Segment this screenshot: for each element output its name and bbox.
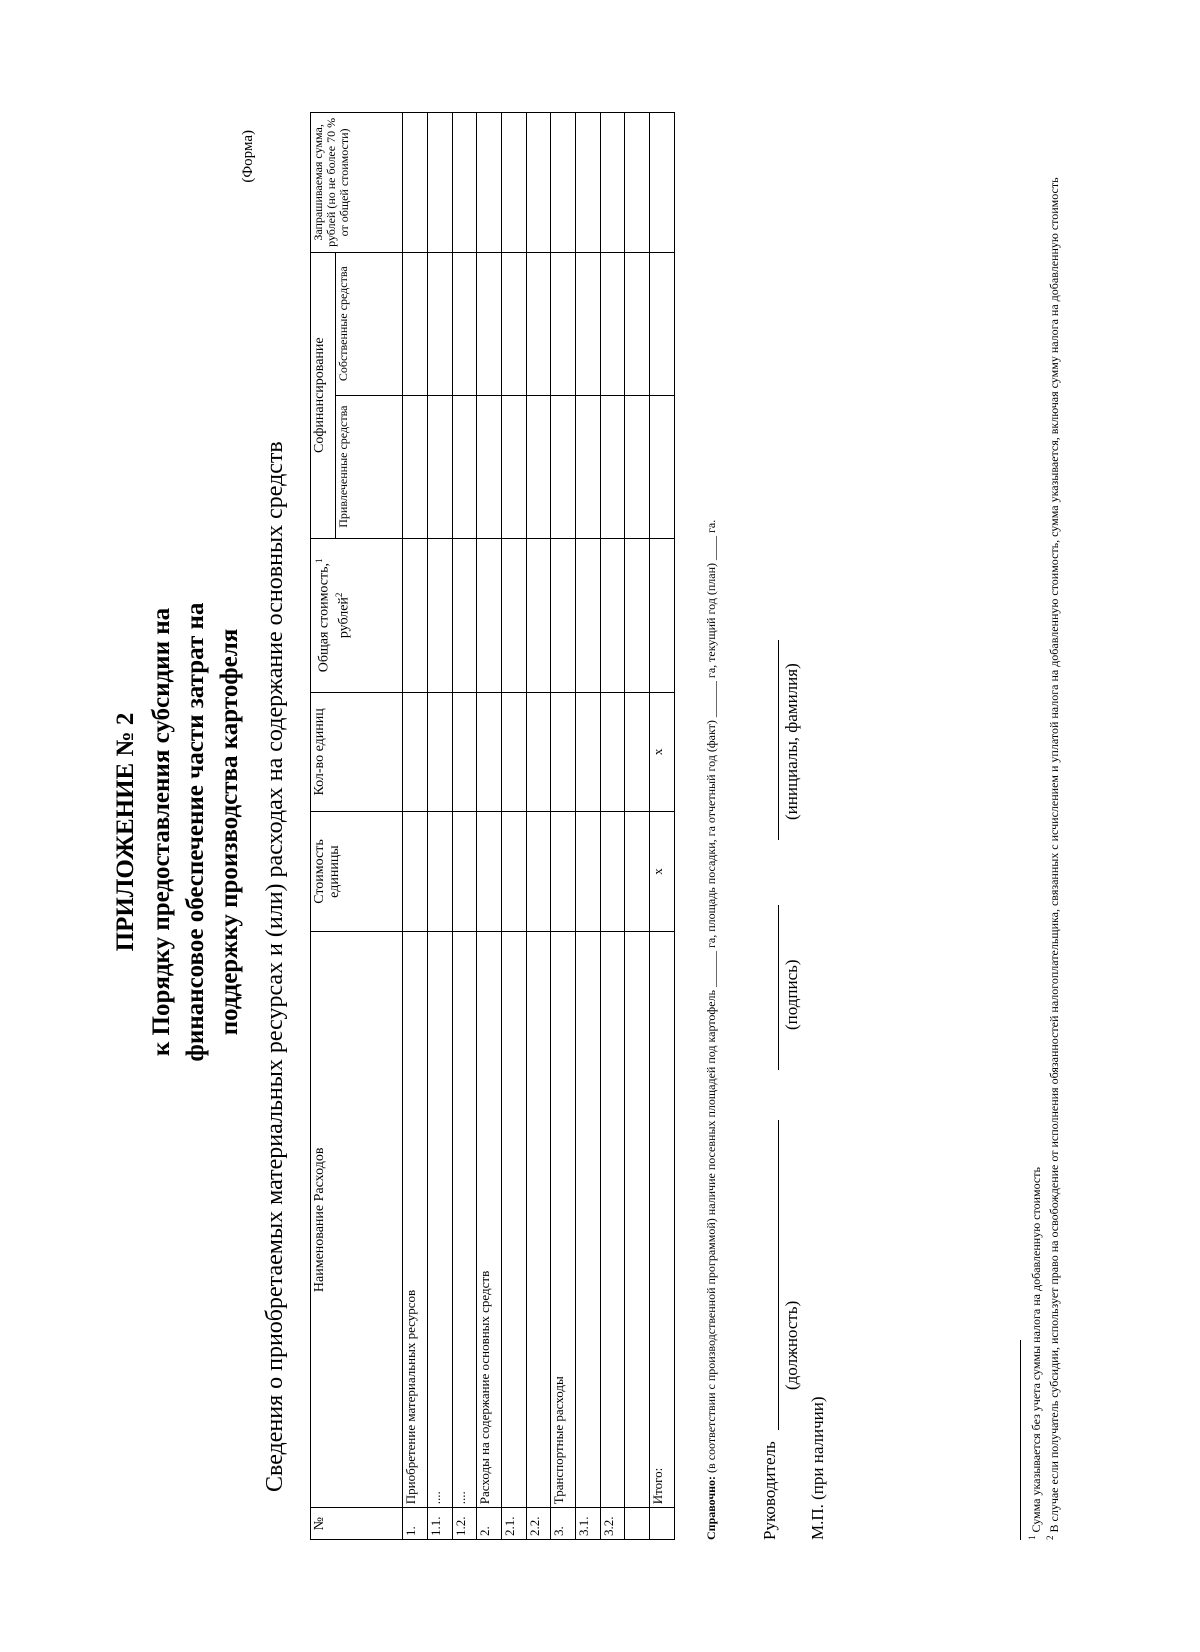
row-num: 3.1. bbox=[576, 1508, 601, 1540]
stamp-caption: М.П. (при наличии) bbox=[808, 1396, 827, 1540]
row-name bbox=[600, 932, 625, 1508]
row-attracted bbox=[403, 395, 428, 538]
row-total bbox=[650, 538, 675, 693]
row-unit-cost bbox=[625, 811, 650, 932]
table-row bbox=[600, 113, 625, 1540]
row-total bbox=[403, 538, 428, 693]
header-attracted: Привлеченные средства bbox=[335, 395, 402, 538]
row-qty bbox=[526, 693, 551, 812]
row-total bbox=[477, 538, 502, 693]
row-own bbox=[427, 252, 452, 395]
row-requested bbox=[650, 113, 675, 253]
header-total: Общая стоимость,$^1$ рублей$^2$ bbox=[311, 538, 403, 693]
position-line bbox=[778, 1120, 779, 1430]
signature-block bbox=[760, 640, 860, 1540]
row-attracted bbox=[576, 395, 601, 538]
table-row bbox=[452, 113, 477, 1540]
row-unit-cost: х bbox=[650, 811, 675, 932]
row-num: 2.1. bbox=[501, 1508, 526, 1540]
row-name bbox=[625, 932, 650, 1508]
row-unit-cost bbox=[403, 811, 428, 932]
position-caption: (должность) bbox=[782, 1300, 801, 1390]
row-name bbox=[526, 932, 551, 1508]
row-num: 3. bbox=[551, 1508, 576, 1540]
row-total bbox=[600, 538, 625, 693]
footnote-2: $^2$ В случае если получатель субсидии, использует право на освобождение от исполнения обязанностей налогоплательщика, связанных с исчислением и уплатой налога на добавленную стоимость, сумма указывается, включая сумму налога на добавленную стоимость bbox=[1045, 177, 1061, 1540]
row-unit-cost bbox=[526, 811, 551, 932]
name-line bbox=[778, 640, 779, 840]
footnote-rule bbox=[1020, 1340, 1021, 1540]
header-num: № bbox=[311, 1508, 403, 1540]
row-own bbox=[403, 252, 428, 395]
row-requested bbox=[625, 113, 650, 253]
row-total bbox=[526, 538, 551, 693]
footnote-2-text: В случае если получатель субсидии, использует право на освобождение от исполнения обязанностей налогоплательщика, связанных с исчислением и уплатой налога на добавленную стоимость, сумма указывается, включая сумму налога на добавленную стоимость bbox=[1047, 177, 1061, 1533]
row-qty bbox=[477, 693, 502, 812]
row-num: 3.2. bbox=[600, 1508, 625, 1540]
table-row bbox=[477, 113, 502, 1540]
row-requested bbox=[403, 113, 428, 253]
row-attracted bbox=[526, 395, 551, 538]
row-own bbox=[501, 252, 526, 395]
appendix-title: ПРИЛОЖЕНИЕ № 2 bbox=[112, 712, 139, 952]
signature-caption: (подпись) bbox=[782, 959, 801, 1030]
row-own bbox=[452, 252, 477, 395]
row-requested bbox=[576, 113, 601, 253]
row-own bbox=[526, 252, 551, 395]
appendix-subtitle-line1: к Порядку предоставления субсидии на bbox=[148, 607, 175, 1057]
row-name: Приобретение материальных ресурсов bbox=[403, 932, 428, 1508]
row-own bbox=[625, 252, 650, 395]
row-requested bbox=[526, 113, 551, 253]
header-unit-cost: Стоимость единицы bbox=[311, 811, 403, 932]
row-unit-cost bbox=[501, 811, 526, 932]
row-attracted bbox=[625, 395, 650, 538]
row-num: 1.2. bbox=[452, 1508, 477, 1540]
row-total bbox=[452, 538, 477, 693]
row-qty bbox=[576, 693, 601, 812]
row-qty bbox=[600, 693, 625, 812]
appendix-subtitle-line2: финансовое обеспечение части затрат на bbox=[182, 602, 209, 1062]
row-num: 2. bbox=[477, 1508, 502, 1540]
reference-note-label: Справочно: bbox=[704, 1475, 718, 1540]
name-caption: (инициалы, фамилия) bbox=[782, 663, 801, 820]
row-total bbox=[501, 538, 526, 693]
header-requested: Запрашиваемая сумма, рублей (но не более 70 % от общей стоимости) bbox=[311, 113, 403, 253]
row-qty bbox=[625, 693, 650, 812]
signature-line bbox=[778, 905, 779, 1070]
row-num: 1.1. bbox=[427, 1508, 452, 1540]
row-attracted bbox=[650, 395, 675, 538]
row-attracted bbox=[501, 395, 526, 538]
row-unit-cost bbox=[576, 811, 601, 932]
form-label: (Форма) bbox=[240, 130, 256, 183]
row-name: .... bbox=[427, 932, 452, 1508]
row-requested bbox=[427, 113, 452, 253]
row-num: 2.2. bbox=[526, 1508, 551, 1540]
header-total-unit: рублей bbox=[336, 597, 352, 639]
header-name: Наименование Расходов bbox=[311, 932, 403, 1508]
row-attracted bbox=[477, 395, 502, 538]
row-name: Итого: bbox=[650, 932, 675, 1508]
row-name: Расходы на содержание основных средств bbox=[477, 932, 502, 1508]
table-row bbox=[427, 113, 452, 1540]
reference-note bbox=[704, 80, 719, 1540]
reference-note-text: (в соответствии с производственной программой) наличие посевных площадей под картофель ______ га, площадь посадки, га отчетный год (факт) ______ га, текущий год (план) ____ га. bbox=[704, 519, 718, 1473]
row-qty bbox=[427, 693, 452, 812]
header-qty: Кол-во единиц bbox=[311, 693, 403, 812]
row-requested bbox=[452, 113, 477, 253]
row-attracted bbox=[600, 395, 625, 538]
expenses-table bbox=[310, 112, 675, 1540]
row-total bbox=[576, 538, 601, 693]
row-requested bbox=[501, 113, 526, 253]
row-total bbox=[625, 538, 650, 693]
header-own: Собственные средства bbox=[335, 252, 402, 395]
row-name bbox=[501, 932, 526, 1508]
row-own bbox=[576, 252, 601, 395]
row-requested bbox=[551, 113, 576, 253]
row-unit-cost bbox=[600, 811, 625, 932]
row-total bbox=[551, 538, 576, 693]
row-qty bbox=[551, 693, 576, 812]
table-row bbox=[551, 113, 576, 1540]
form-heading: Сведения о приобретаемых материальных ресурсах и (или) расходах на содержание основных средств bbox=[262, 441, 288, 1492]
row-name bbox=[576, 932, 601, 1508]
row-unit-cost bbox=[427, 811, 452, 932]
row-qty bbox=[501, 693, 526, 812]
table-row bbox=[526, 113, 551, 1540]
row-unit-cost bbox=[551, 811, 576, 932]
table-row bbox=[576, 113, 601, 1540]
row-requested bbox=[600, 113, 625, 253]
row-num bbox=[650, 1508, 675, 1540]
row-qty: х bbox=[650, 693, 675, 812]
row-attracted bbox=[551, 395, 576, 538]
table-row bbox=[501, 113, 526, 1540]
row-qty bbox=[452, 693, 477, 812]
row-qty bbox=[403, 693, 428, 812]
row-own bbox=[650, 252, 675, 395]
footnotes bbox=[1025, 60, 1061, 1540]
row-attracted bbox=[452, 395, 477, 538]
row-requested bbox=[477, 113, 502, 253]
row-name: .... bbox=[452, 932, 477, 1508]
footnote-1-text: Сумма указывается без учета суммы налога на добавленную стоимость bbox=[1029, 1167, 1043, 1533]
table-row bbox=[403, 113, 428, 1540]
signature-head: Руководитель bbox=[760, 1441, 779, 1540]
row-unit-cost bbox=[477, 811, 502, 932]
row-own bbox=[477, 252, 502, 395]
table-row bbox=[650, 113, 675, 1540]
footnote-1: $^1$ Сумма указывается без учета суммы налога на добавленную стоимость bbox=[1027, 1167, 1043, 1540]
row-total bbox=[427, 538, 452, 693]
header-total-label: Общая стоимость, bbox=[316, 563, 332, 673]
row-num bbox=[625, 1508, 650, 1540]
appendix-subtitle-line3: поддержку производства картофеля bbox=[216, 628, 243, 1036]
table-row bbox=[625, 113, 650, 1540]
row-name: Транспортные расходы bbox=[551, 932, 576, 1508]
row-unit-cost bbox=[452, 811, 477, 932]
row-own bbox=[551, 252, 576, 395]
row-attracted bbox=[427, 395, 452, 538]
header-cofinancing: Софинансирование bbox=[311, 252, 336, 538]
row-num: 1. bbox=[403, 1508, 428, 1540]
row-own bbox=[600, 252, 625, 395]
